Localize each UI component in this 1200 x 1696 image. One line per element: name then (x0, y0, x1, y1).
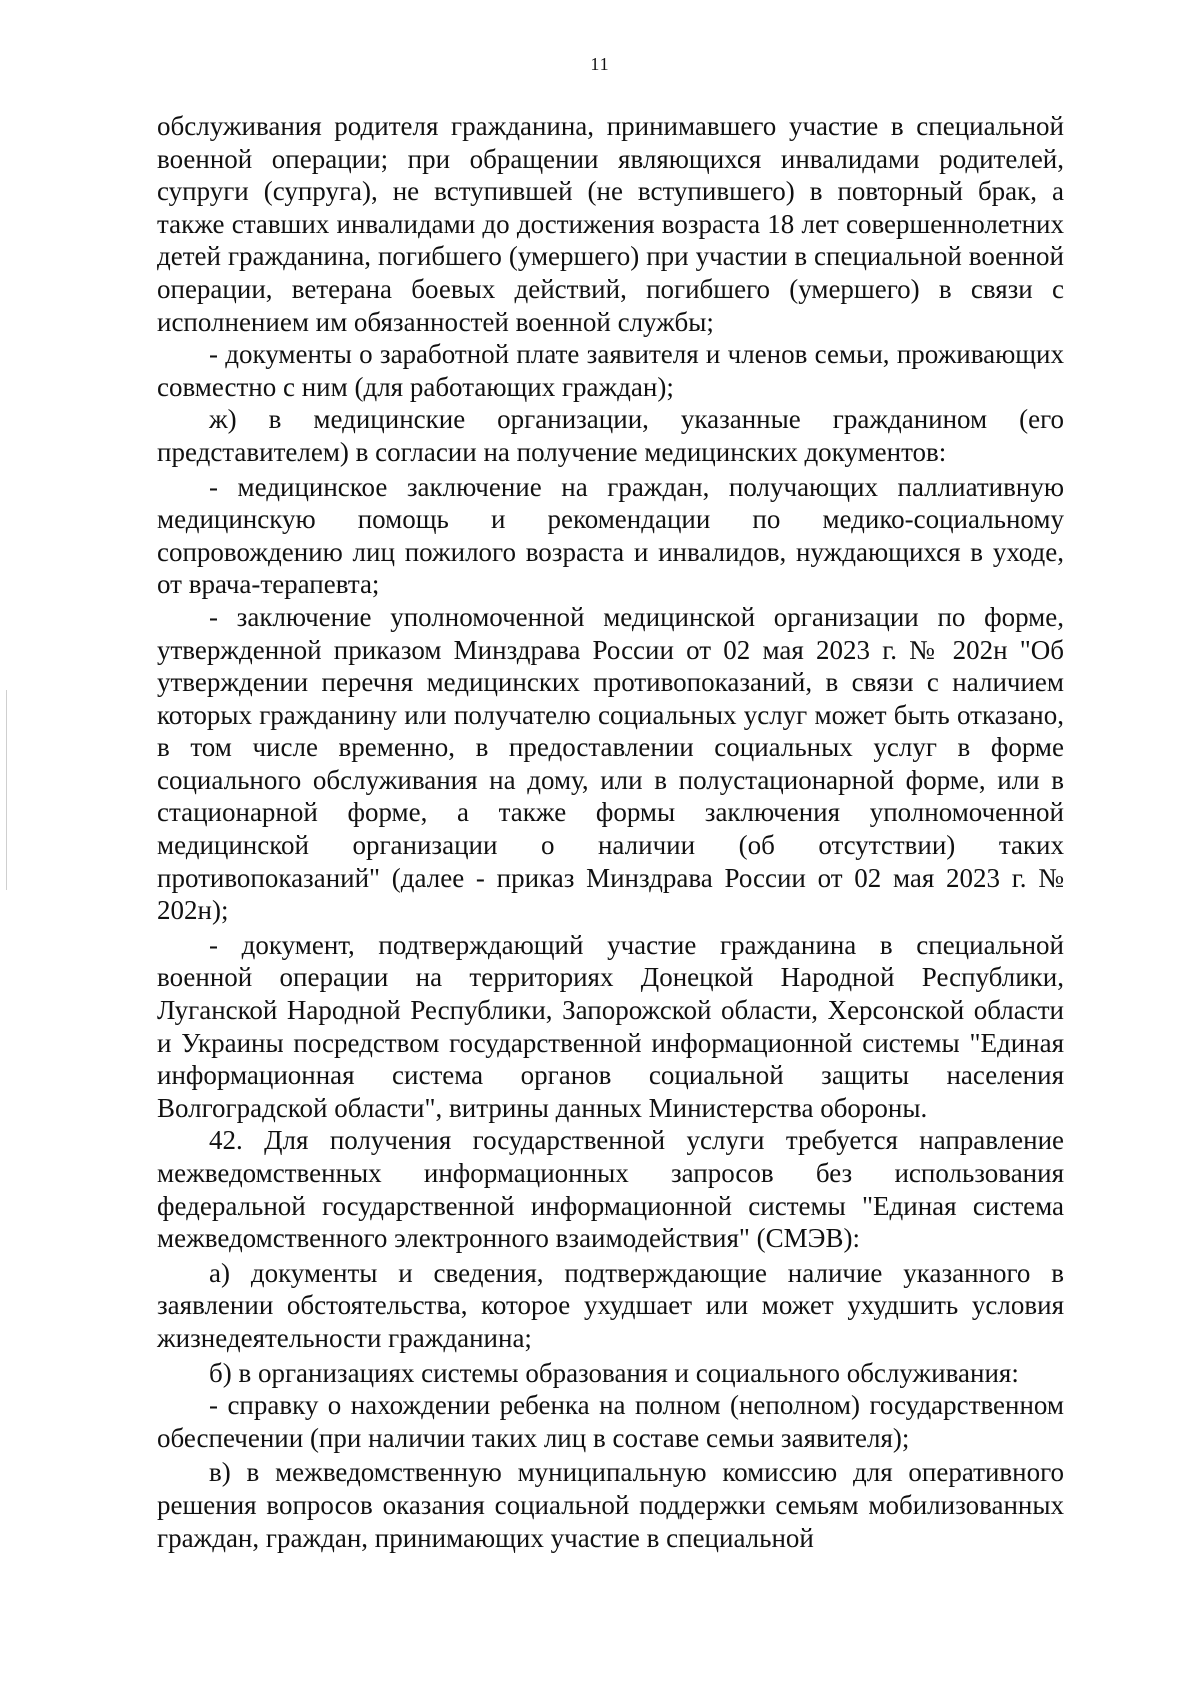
paragraph-child-certificate: - справку о нахождении ребенка на полном (неполном) государственном обеспечении (при наличии таких лиц в составе семьи заявителя); (157, 1390, 1064, 1453)
paragraph-item-a: а) документы и сведения, подтверждающие наличие указанного в заявлении обстоятельства, которое ухудшает или может ухудшить условия жизнедеятельности гражданина; (157, 1257, 1064, 1353)
paragraph-item-zh: ж) в медицинские организации, указанные гражданином (его представителем) в согласии на получение медицинских документов: (157, 404, 1064, 467)
paragraph-item-v: в) в межведомственную муниципальную комиссию для оперативного решения вопросов оказания социальной поддержки семьям мобилизованных граждан, граждан, принимающих участие в специальной (157, 1457, 1064, 1553)
scan-edge-mark (6, 690, 7, 890)
paragraph-item-42: 42. Для получения государственной услуги требуется направление межведомственных информационных запросов без использования федеральной государственной информационной системы "Единая система межведомственного электронного взаимодействия" (СМЭВ): (157, 1125, 1064, 1254)
page-number: 11 (590, 54, 610, 74)
paragraph-continuation: обслуживания родителя гражданина, принимавшего участие в специальной военной операции; при обращении являющихся инвалидами родителей, супруги (супруга), не вступившей (не вступившего) в повторный брак, а также ставших инвалидами до достижения возраста 18 лет совершеннолетних детей гражданина, погибшего (умершего) при участии в специальной военной операции, ветерана боевых действий, погибшего (умершего) в связи с исполнением им обязанностей военной службы; (157, 111, 1064, 337)
paragraph-authorized-organization: - заключение уполномоченной медицинской организации по форме, утвержденной приказом Минздрава России от 02 мая 2023 г. № 202н "Об утверждении перечня медицинских противопоказаний, в связи с наличием которых гражданину или получателю социальных услуг может быть отказано, в том числе временно, в предоставлении социальных услуг в форме социального обслуживания на дому, или в полустационарной форме, или в стационарной форме, а также формы заключения уполномоченной медицинской организации о наличии (об отсутствии) таких противопоказаний" (далее - приказ Минздрава России от 02 мая 2023 г. № 202н); (157, 601, 1064, 926)
paragraph-salary-documents: - документы о заработной плате заявителя и членов семьи, проживающих совместно с ним (для работающих граждан); (157, 339, 1064, 402)
paragraph-participation-document: - документ, подтверждающий участие гражданина в специальной военной операции на территориях Донецкой Народной Республики, Луганской Народной Республики, Запорожской области, Херсонской области и Украины посредством государственной информационной системы "Единая информационная система органов социальной защиты населения Волгоградской области", витрины данных Министерства обороны. (157, 929, 1064, 1123)
document-body (157, 110, 1064, 1554)
paragraph-item-b: б) в организациях системы образования и социального обслуживания: (209, 1357, 1019, 1388)
paragraph-medical-conclusion: - медицинское заключение на граждан, получающих паллиативную медицинскую помощь и рекомендации по медико-социальному сопровождению лиц пожилого возраста и инвалидов, нуждающихся в уходе, от врача-терапевта; (157, 471, 1064, 600)
